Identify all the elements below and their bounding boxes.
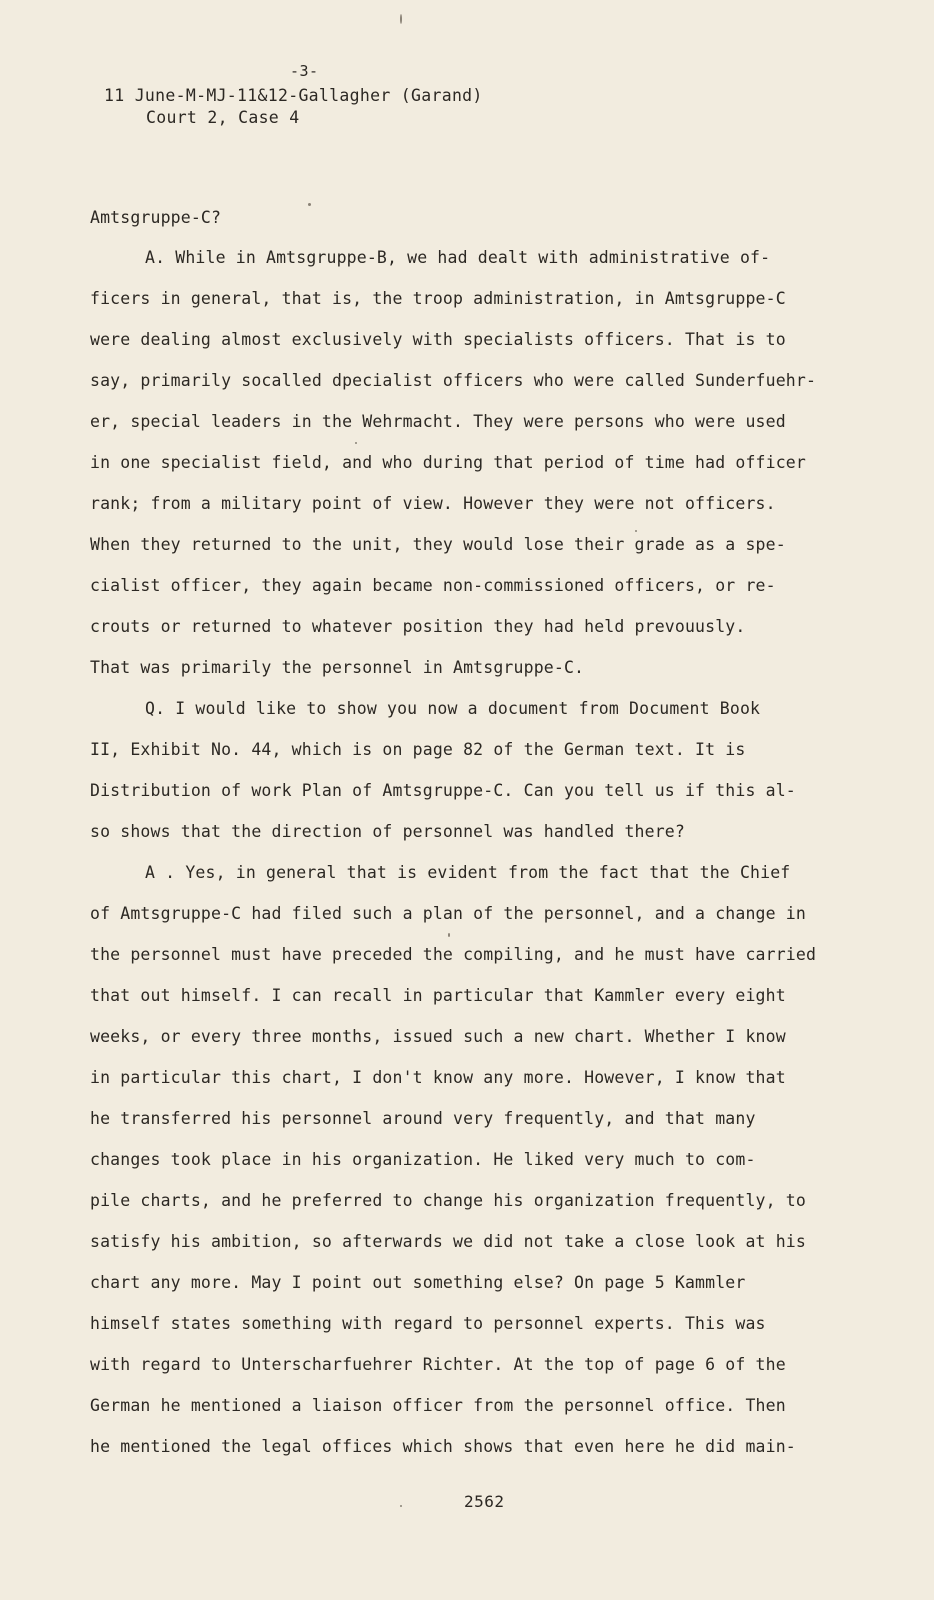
paper-speck <box>635 530 637 532</box>
header-case-line: 11 June-M-MJ-11&12-Gallagher (Garand) <box>104 86 483 105</box>
body-line: the personnel must have preceded the compiling, and he must have carried <box>90 945 817 964</box>
body-line: II, Exhibit No. 44, which is on page 82 of the German text. It is <box>90 740 746 759</box>
body-line: Amtsgruppe-C? <box>90 208 222 227</box>
body-line: satisfy his ambition, so afterwards we did not take a close look at his <box>90 1232 806 1251</box>
body-line: When they returned to the unit, they would lose their grade as a spe- <box>90 535 786 554</box>
body-line: so shows that the direction of personnel was handled there? <box>90 822 685 841</box>
body-line: er, special leaders in the Wehrmacht. They were persons who were used <box>90 412 786 431</box>
body-line: ficers in general, that is, the troop administration, in Amtsgruppe-C <box>90 289 786 308</box>
body-line: A . Yes, in general that is evident from the fact that the Chief <box>145 863 791 882</box>
body-line: cialist officer, they again became non-commissioned officers, or re- <box>90 576 776 595</box>
header-court-line: Court 2, Case 4 <box>146 108 300 127</box>
body-line: A. While in Amtsgruppe-B, we had dealt with administrative of- <box>145 248 771 267</box>
body-line: crouts or returned to whatever position they had held prevouusly. <box>90 617 746 636</box>
body-line: himself states something with regard to personnel experts. This was <box>90 1314 766 1333</box>
body-line: changes took place in his organization. He liked very much to com- <box>90 1150 756 1169</box>
body-line: rank; from a military point of view. However they were not officers. <box>90 494 776 513</box>
paper-speck <box>400 1505 402 1507</box>
body-line: Distribution of work Plan of Amtsgruppe-C. Can you tell us if this al- <box>90 781 796 800</box>
paper-speck <box>308 203 311 206</box>
body-line: That was primarily the personnel in Amtsgruppe-C. <box>90 658 585 677</box>
body-line: say, primarily socalled dpecialist officers who were called Sunderfuehr- <box>90 371 817 390</box>
body-line: German he mentioned a liaison officer from the personnel office. Then <box>90 1396 786 1415</box>
body-line: Q. I would like to show you now a document from Document Book <box>145 699 761 718</box>
body-line: chart any more. May I point out something else? On page 5 Kammler <box>90 1273 746 1292</box>
paper-speck <box>355 442 357 444</box>
body-line: he mentioned the legal offices which shows that even here he did main- <box>90 1437 796 1456</box>
body-line: weeks, or every three months, issued such a new chart. Whether I know <box>90 1027 786 1046</box>
body-line: of Amtsgruppe-C had filed such a plan of the personnel, and a change in <box>90 904 806 923</box>
body-line: that out himself. I can recall in particular that Kammler every eight <box>90 986 786 1005</box>
body-line: in one specialist field, and who during that period of time had officer <box>90 453 806 472</box>
body-line: he transferred his personnel around very frequently, and that many <box>90 1109 756 1128</box>
footer-page-number: 2562 <box>464 1492 505 1511</box>
body-line: pile charts, and he preferred to change his organization frequently, to <box>90 1191 806 1210</box>
paper-speck <box>400 14 402 24</box>
body-line: were dealing almost exclusively with specialists officers. That is to <box>90 330 786 349</box>
paper-speck <box>448 933 450 937</box>
body-line: in particular this chart, I don't know any more. However, I know that <box>90 1068 786 1087</box>
body-line: with regard to Unterscharfuehrer Richter. At the top of page 6 of the <box>90 1355 786 1374</box>
page-marker: -3- <box>290 62 319 80</box>
